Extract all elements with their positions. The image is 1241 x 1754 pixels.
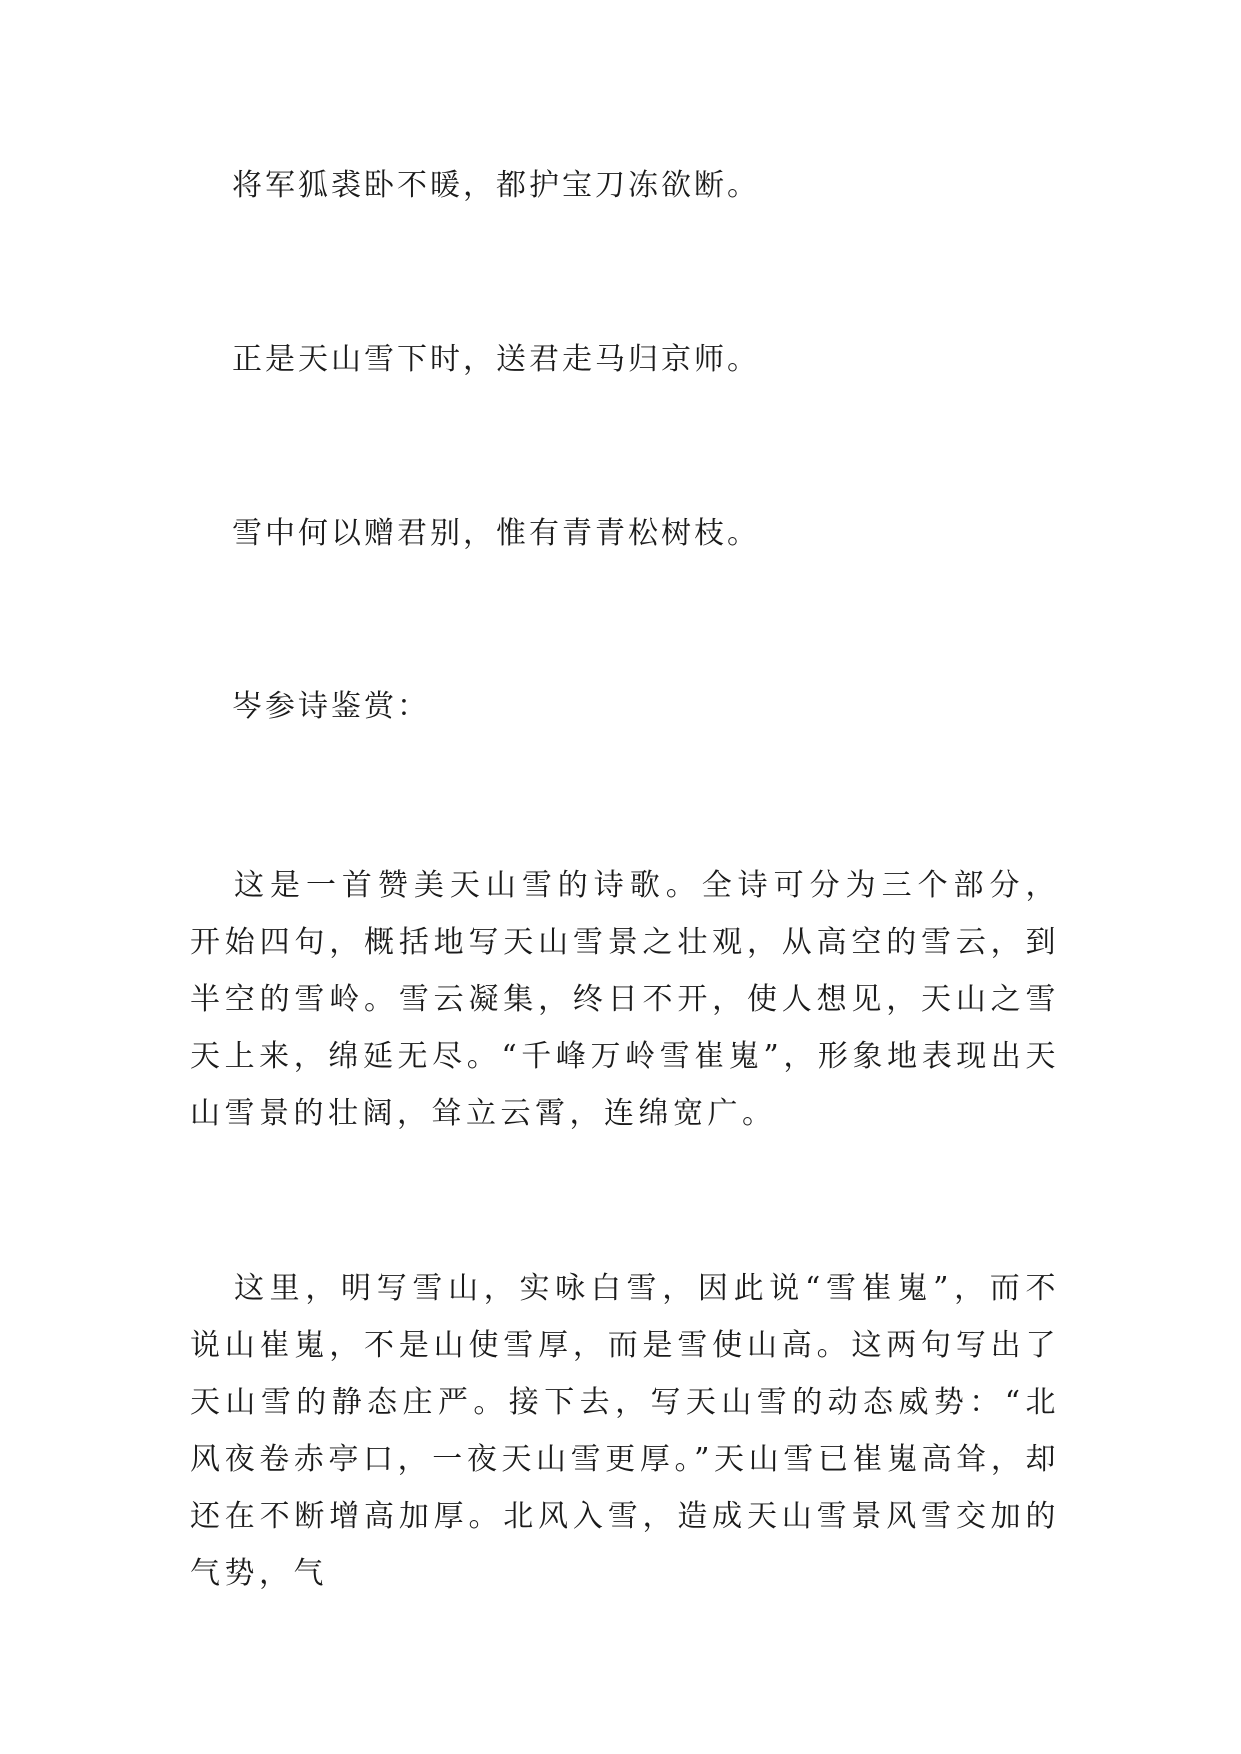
paragraph: 这里，明写雪山，实咏白雪，因此说“雪崔嵬”，而不说山崔嵬，不是山使雪厚，而是雪使山高。这两句写出了天山雪的静态庄严。接下去，写天山雪的动态威势：“北风夜卷赤亭口，一夜天山雪更厚。”天山雪已崔嵬高耸，却还在不断增高加厚。北风入雪，造成天山雪景风雪交加的气势，气: [190, 1271, 1060, 1591]
verse-line: 将军狐裘卧不暖，都护宝刀冻欲断。: [232, 168, 760, 203]
section-heading: 岑参诗鉴赏：: [232, 689, 430, 724]
paragraph: 这是一首赞美天山雪的诗歌。全诗可分为三个部分，开始四句，概括地写天山雪景之壮观，从高空的雪云，到半空的雪岭。雪云凝集，终日不开，使人想见，天山之雪天上来，绵延无尽。“千峰万岭雪崔嵬”，形象地表现出天山雪景的壮阔，耸立云霄，连绵宽广。: [190, 868, 1060, 1131]
verse-line: 雪中何以赠君别，惟有青青松树枝。: [232, 516, 760, 551]
verse-line: 正是天山雪下时，送君走马归京师。: [232, 342, 760, 377]
